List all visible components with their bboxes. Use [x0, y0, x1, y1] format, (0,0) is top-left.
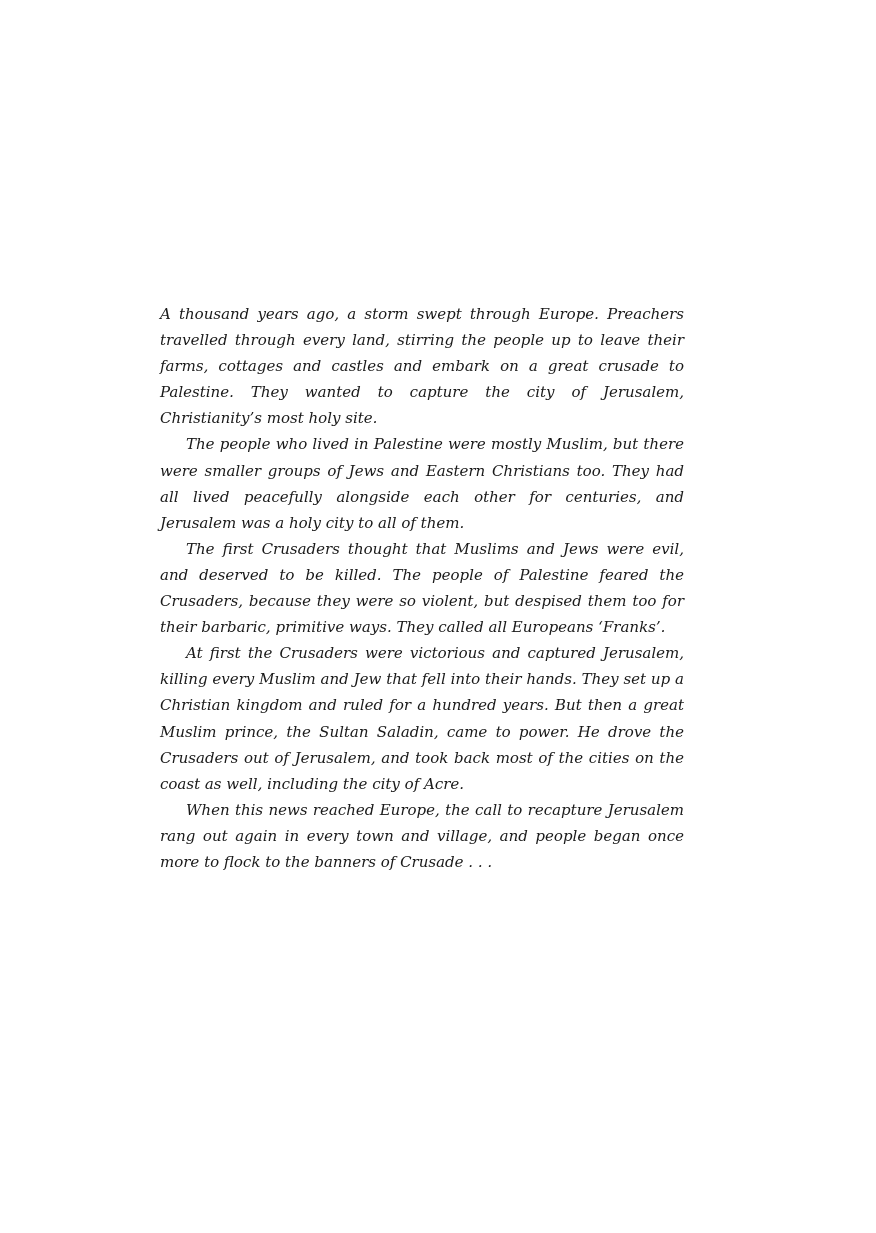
paragraph-3: The first Crusaders thought that Muslims and Jews were evil, and deserved to be killed. The people of Palestine feared the Crusaders, because they were so violent, but despised them too for their barbaric, primitive ways. They called all Europeans ‘Franks’. [160, 539, 684, 637]
paragraph-2: The people who lived in Palestine were mostly Muslim, but there were smaller groups of Jews and Eastern Christians too. They had all lived peacefully alongside each other for centuries, and Jerusalem was a holy city to all of them. [160, 435, 684, 532]
paragraph-5: When this news reached Europe, the call to recapture Jerusalem rang out again in every town and village, and people began once more to flock to the banners of Crusade . . . [160, 800, 684, 871]
paragraph-1: A thousand years ago, a storm swept through Europe. Preachers travelled through every land, stirring the people up to leave their farms, cottages and castles and embark on a great crusade to Palestine. They wanted to capture the city of Jerusalem, Christianity’s most holy site. [160, 305, 684, 428]
prologue-text [160, 301, 684, 875]
paragraph-4: At first the Crusaders were victorious and captured Jerusalem, killing every Muslim and Jew that fell into their hands. They set up a Christian kingdom and ruled for a hundred years. But then a great Muslim prince, the Sultan Saladin, came to power. He drove the Crusaders out of Jerusalem, and took back most of the cities on the coast as well, including the city of Acre. [160, 644, 684, 793]
